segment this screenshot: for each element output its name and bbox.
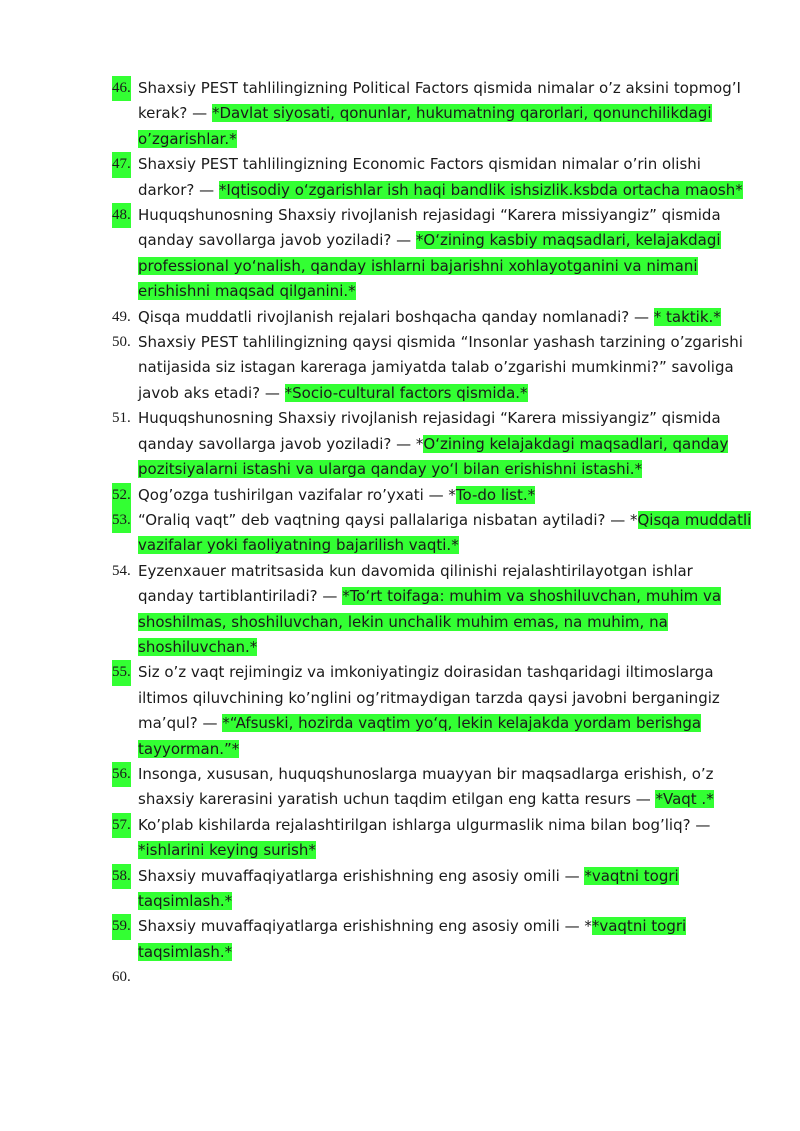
question-text: Shaxsiy muvaffaqiyatlarga erishishning eng asosiy omili — (138, 866, 585, 885)
answer-highlight: *Vaqt .* (655, 790, 714, 809)
answer-highlight: *ishlarini keying surish* (138, 841, 316, 860)
question-text: Ko’plab kishilarda rejalashtirilgan ishlarga ulgurmaslik nima bilan bog’liq? — (138, 815, 711, 834)
item-number: 46. (112, 76, 131, 101)
list-item (112, 813, 752, 864)
answer-highlight: *vaqtni togri taqsimlash.* (138, 917, 687, 961)
question-text: “Oraliq vaqt” deb vaqtning qaysi pallalariga nisbatan aytiladi? — (138, 510, 630, 529)
question-text: Qisqa muddatli rivojlanish rejalari boshqacha qanday nomlanadi? — (138, 307, 654, 326)
question-list (112, 76, 752, 986)
answer-highlight: O‘zining kelajakdagi maqsadlari, qanday pozitsiyalarni istashi va ularga qanday yo‘l bilan erishishni istashi.* (138, 434, 729, 479)
list-item (112, 508, 752, 559)
list-item (112, 152, 752, 203)
answer-highlight: *vaqtni togri taqsimlash.* (138, 866, 679, 910)
list-item (112, 914, 752, 965)
list-item (112, 762, 752, 813)
answer-prefix: * (584, 917, 592, 936)
item-number: 60. (112, 969, 131, 986)
question-text: Siz o’z vaqt rejimingiz va imkoniyatingiz doirasidan tashqaridagi iltimoslarga iltimos qiluvchining ko’nglini og’ritmaydigan tarzda qaysi javobni berganingiz ma’qul? — (138, 663, 720, 733)
answer-highlight: *O‘zining kasbiy maqsadlari, kelajakdagi professional yo‘nalish, qanday ishlarni bajarishni xohlayotganini va nimani erishishni maqsad qilganini.* (138, 231, 721, 301)
answer-prefix: * (415, 434, 424, 453)
list-item (112, 406, 752, 482)
list-item (112, 203, 752, 305)
item-number: 49. (112, 308, 131, 325)
list-item (112, 305, 752, 330)
answer-prefix: * (448, 485, 456, 504)
answer-highlight: To-do list.* (455, 485, 536, 504)
list-item (112, 660, 752, 762)
item-number: 55. (112, 660, 131, 685)
item-number: 53. (112, 508, 131, 533)
question-text: Huquqshunosning Shaxsiy rivojlanish rejasidagi “Karera missiyangiz” qismida qanday savollarga javob yoziladi? — (138, 206, 721, 250)
item-number: 59. (112, 914, 131, 939)
list-item (112, 76, 752, 152)
item-number: 52. (112, 483, 131, 508)
answer-highlight: * taktik.* (653, 307, 721, 326)
answer-highlight: *To‘rt toifaga: muhim va shoshiluvchan, muhim va shoshilmas, shoshiluvchan, lekin unchalik muhim emas, na muhim, na shoshiluvchan.* (138, 587, 722, 656)
question-text: Shaxsiy muvaffaqiyatlarga erishishning eng asosiy omili — (138, 917, 585, 936)
answer-highlight: Qisqa muddatli vazifalar yoki faoliyatning bajarilish vaqti.* (138, 510, 752, 555)
item-number: 51. (112, 410, 131, 427)
item-number: 50. (112, 334, 131, 351)
list-item (112, 559, 752, 661)
item-number: 54. (112, 562, 131, 579)
answer-highlight: *Davlat siyosati, qonunlar, hukumatning qarorlari, qonunchilikdagi o’zgarishlar.* (138, 104, 712, 148)
item-number: 58. (112, 864, 131, 889)
answer-highlight: *Iqtisodiy o‘zgarishlar ish haqi bandlik ishsizlik.ksbda ortacha maosh* (218, 180, 743, 199)
list-item (112, 330, 752, 406)
answer-highlight: *Socio-cultural factors qismida.* (284, 383, 528, 402)
answer-prefix: * (630, 510, 638, 529)
question-text: Eyzenxauer matritsasida kun davomida qilinishi rejalashtirilayotgan ishlar qanday tartiblantiriladi? — (138, 561, 693, 606)
item-number: 47. (112, 152, 131, 177)
question-text: Shaxsiy PEST tahlilingizning Political Factors qismida nimalar o’z aksini topmog’I kerak? — (138, 79, 741, 123)
list-item (112, 864, 752, 915)
answer-highlight: *“Afsuski, hozirda vaqtim yo‘q, lekin kelajakda yordam berishga tayyorman.”* (138, 714, 702, 758)
item-number: 56. (112, 762, 131, 787)
question-text: Qog’ozga tushirilgan vazifalar ro’yxati — (138, 485, 449, 504)
question-text: Shaxsiy PEST tahlilingizning Economic Factors qismidan nimalar o’rin olishi darkor? — (138, 155, 701, 199)
item-number: 48. (112, 203, 131, 228)
list-item (112, 483, 752, 508)
question-text: Shaxsiy PEST tahlilingizning qaysi qismida “Insonlar yashash tarzining o’zgarishi natijasida siz istagan kareraga jamiyatda talab o’zgarishi mumkinmi?” savoliga javob aks etadi? — (138, 333, 743, 402)
item-number: 57. (112, 813, 131, 838)
question-text: Huquqshunosning Shaxsiy rivojlanish rejasidagi “Karera missiyangiz” qismida qanday savollarga javob yoziladi? — (138, 409, 721, 453)
question-text: Insonga, xususan, huquqshunoslarga muayyan bir maqsadlarga erishish, o’z shaxsiy karerasini yaratish uchun taqdim etilgan eng katta resurs — (138, 764, 714, 809)
